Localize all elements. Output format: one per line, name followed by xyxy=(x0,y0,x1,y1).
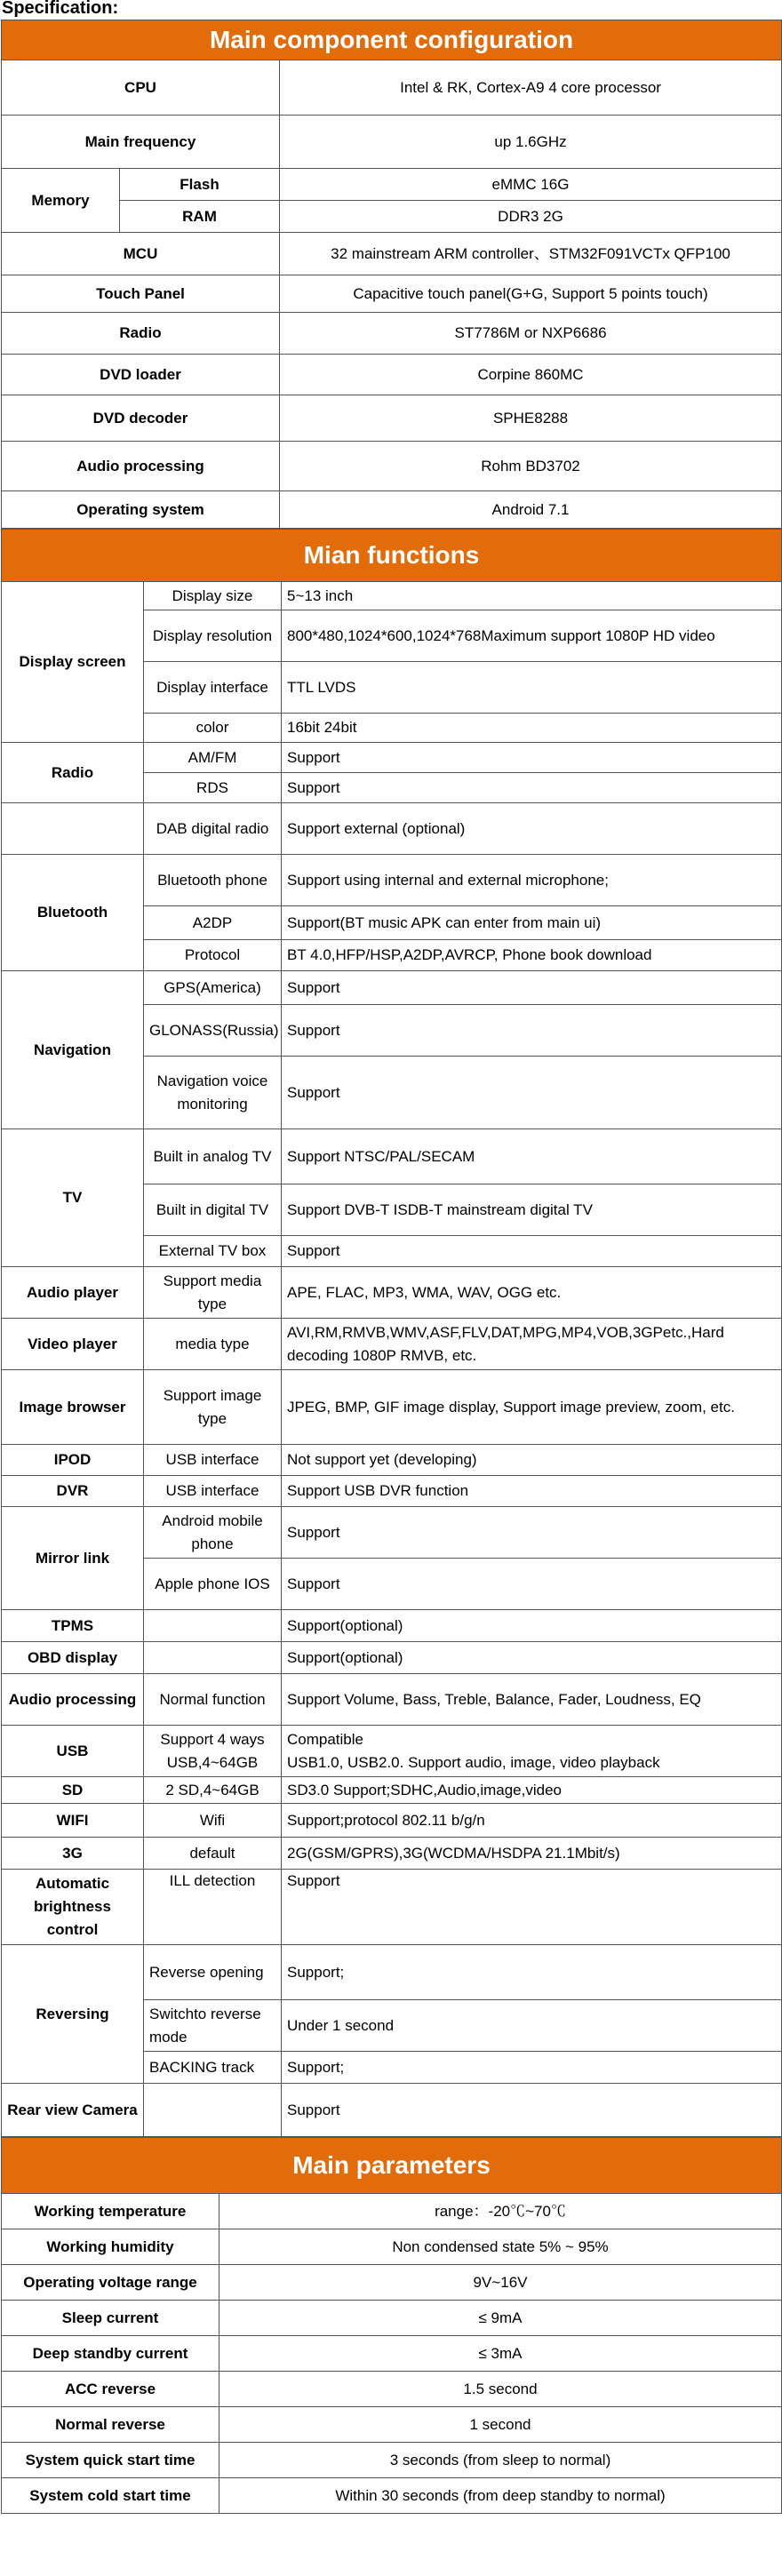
spec-value: 32 mainstream ARM controller、STM32F091VCTx QFP100 xyxy=(280,233,782,275)
feature-value: Support; xyxy=(282,2052,782,2084)
feature-value: Support xyxy=(282,1005,782,1057)
feature-item: Android mobile phone xyxy=(144,1507,282,1559)
empty-cell xyxy=(144,1610,282,1642)
spec-sublabel: Flash xyxy=(120,169,280,201)
usb-compat: Compatible xyxy=(287,1730,363,1748)
feature-value: Support xyxy=(282,743,782,773)
spec-label: Radio xyxy=(2,313,280,355)
feature-group: SD xyxy=(2,1777,144,1804)
param-label: Deep standby current xyxy=(2,2336,219,2372)
table-row xyxy=(2,1129,782,1184)
feature-group: OBD display xyxy=(2,1642,144,1674)
feature-value: Support; xyxy=(282,1945,782,2000)
spec-value: eMMC 16G xyxy=(280,169,782,201)
spec-label: Operating system xyxy=(2,491,280,529)
feature-item: AM/FM xyxy=(144,743,282,773)
table-row xyxy=(2,2372,782,2407)
feature-group: Image browser xyxy=(2,1370,144,1445)
feature-value: Support xyxy=(282,1236,782,1267)
table-row xyxy=(2,2443,782,2478)
feature-value: Not support yet (developing) xyxy=(282,1445,782,1476)
spec-value: Corpine 860MC xyxy=(280,355,782,395)
feature-item: USB interface xyxy=(144,1445,282,1476)
feature-group: DVR xyxy=(2,1476,144,1507)
spec-label: Audio processing xyxy=(2,442,280,491)
table-row xyxy=(2,971,782,1005)
feature-item: default xyxy=(144,1838,282,1870)
table-row xyxy=(2,1507,782,1559)
feature-value: Support xyxy=(282,1559,782,1610)
feature-item: Display interface xyxy=(144,662,282,714)
feature-value: SD3.0 Support;SDHC,Audio,image,video xyxy=(282,1777,782,1804)
feature-value: Support USB DVR function xyxy=(282,1476,782,1507)
feature-item: Display resolution xyxy=(144,610,282,662)
table-row xyxy=(2,2336,782,2372)
feature-item: Protocol xyxy=(144,940,282,971)
usb-support: USB1.0, USB2.0. Support audio, image, video playback xyxy=(287,1753,660,1771)
param-value: Non condensed state 5% ~ 95% xyxy=(219,2229,782,2265)
feature-value: Support xyxy=(282,773,782,803)
feature-item: A2DP xyxy=(144,906,282,940)
feature-item: color xyxy=(144,714,282,743)
param-label: Operating voltage range xyxy=(2,2265,219,2301)
feature-value: Support xyxy=(282,1057,782,1129)
config-table xyxy=(1,20,782,529)
feature-item: BACKING track xyxy=(144,2052,282,2084)
feature-group: TV xyxy=(2,1129,144,1267)
feature-value xyxy=(282,1726,782,1777)
feature-value: Under 1 second xyxy=(282,2000,782,2052)
table-row xyxy=(2,2265,782,2301)
feature-value: Support using internal and external microphone; xyxy=(282,855,782,906)
feature-value: Support;protocol 802.11 b/g/n xyxy=(282,1804,782,1838)
table-row xyxy=(2,2194,782,2229)
feature-value: Support Volume, Bass, Treble, Balance, Fader, Loudness, EQ xyxy=(282,1674,782,1726)
spec-label: MCU xyxy=(2,233,280,275)
table-row xyxy=(2,855,782,906)
spec-label: DVD decoder xyxy=(2,395,280,442)
feature-value: Support(optional) xyxy=(282,1610,782,1642)
feature-item: USB interface xyxy=(144,1476,282,1507)
table-row xyxy=(2,803,782,855)
feature-item: Reverse opening xyxy=(144,1945,282,2000)
spec-value: SPHE8288 xyxy=(280,395,782,442)
feature-item: Bluetooth phone xyxy=(144,855,282,906)
param-label: Working temperature xyxy=(2,2194,219,2229)
table-row xyxy=(2,60,782,116)
param-label: ACC reverse xyxy=(2,2372,219,2407)
table-row xyxy=(2,1370,782,1445)
feature-group: Automatic brightness control xyxy=(2,1870,144,1945)
feature-item: Support 4 ways USB,4~64GB xyxy=(144,1726,282,1777)
spec-value: Capacitive touch panel(G+G, Support 5 points touch) xyxy=(280,275,782,313)
table-row xyxy=(2,2478,782,2514)
feature-value: TTL LVDS xyxy=(282,662,782,714)
param-label: System cold start time xyxy=(2,2478,219,2514)
spec-sublabel: RAM xyxy=(120,201,280,233)
spec-label: DVD loader xyxy=(2,355,280,395)
table-row xyxy=(2,1445,782,1476)
feature-item: DAB digital radio xyxy=(144,803,282,855)
param-value: 1 second xyxy=(219,2407,782,2443)
param-value: 9V~16V xyxy=(219,2265,782,2301)
functions-table xyxy=(1,529,782,2137)
spec-label: Memory xyxy=(2,169,120,233)
param-value: 3 seconds (from sleep to normal) xyxy=(219,2443,782,2478)
feature-value: Support(BT music APK can enter from main ui) xyxy=(282,906,782,940)
param-label: Normal reverse xyxy=(2,2407,219,2443)
feature-group: TPMS xyxy=(2,1610,144,1642)
table-row xyxy=(2,2229,782,2265)
feature-group: Mirror link xyxy=(2,1507,144,1610)
feature-item: Support media type xyxy=(144,1267,282,1319)
table-row xyxy=(2,395,782,442)
feature-item: 2 SD,4~64GB xyxy=(144,1777,282,1804)
feature-item: Navigation voice monitoring xyxy=(144,1057,282,1129)
feature-group: Audio processing xyxy=(2,1674,144,1726)
table-row xyxy=(2,1777,782,1804)
feature-value: Support xyxy=(282,1507,782,1559)
section-header-params: Main parameters xyxy=(2,2138,782,2194)
feature-value: Support xyxy=(282,971,782,1005)
feature-group: USB xyxy=(2,1726,144,1777)
table-row xyxy=(2,1674,782,1726)
table-row xyxy=(2,1476,782,1507)
table-row xyxy=(2,743,782,773)
params-table xyxy=(1,2137,782,2514)
feature-group: Radio xyxy=(2,743,144,803)
feature-group: Rear view Camera xyxy=(2,2084,144,2137)
param-label: System quick start time xyxy=(2,2443,219,2478)
spec-value: DDR3 2G xyxy=(280,201,782,233)
table-row xyxy=(2,2407,782,2443)
feature-value: 16bit 24bit xyxy=(282,714,782,743)
feature-item: RDS xyxy=(144,773,282,803)
table-row xyxy=(2,169,782,201)
feature-group: Navigation xyxy=(2,971,144,1129)
feature-value: Support xyxy=(282,2084,782,2137)
param-value: 1.5 second xyxy=(219,2372,782,2407)
empty-cell xyxy=(144,1642,282,1674)
feature-group: WIFI xyxy=(2,1804,144,1838)
feature-item: Display size xyxy=(144,582,282,610)
feature-item: media type xyxy=(144,1319,282,1370)
param-value: ≤ 3mA xyxy=(219,2336,782,2372)
feature-item: ILL detection xyxy=(144,1870,282,1945)
table-row xyxy=(2,233,782,275)
spec-value: Rohm BD3702 xyxy=(280,442,782,491)
empty-cell xyxy=(144,2084,282,2137)
feature-value: Support NTSC/PAL/SECAM xyxy=(282,1129,782,1184)
feature-value: Support DVB-T ISDB-T mainstream digital TV xyxy=(282,1184,782,1236)
feature-value: AVI,RM,RMVB,WMV,ASF,FLV,DAT,MPG,MP4,VOB,3GPetc.,Hard decoding 1080P RMVB, etc. xyxy=(282,1319,782,1370)
feature-group: IPOD xyxy=(2,1445,144,1476)
feature-group: Reversing xyxy=(2,1945,144,2084)
feature-item: GLONASS(Russia) xyxy=(144,1005,282,1057)
feature-item: Built in digital TV xyxy=(144,1184,282,1236)
table-row xyxy=(2,1804,782,1838)
feature-item: Apple phone IOS xyxy=(144,1559,282,1610)
feature-value: JPEG, BMP, GIF image display, Support image preview, zoom, etc. xyxy=(282,1370,782,1445)
table-row xyxy=(2,1945,782,2000)
section-header-functions: Mian functions xyxy=(2,530,782,582)
spec-value: up 1.6GHz xyxy=(280,116,782,169)
param-value: ≤ 9mA xyxy=(219,2301,782,2336)
spec-label: Touch Panel xyxy=(2,275,280,313)
param-label: Sleep current xyxy=(2,2301,219,2336)
feature-value: 800*480,1024*600,1024*768Maximum support 1080P HD video xyxy=(282,610,782,662)
feature-item: Normal function xyxy=(144,1674,282,1726)
param-label: Working humidity xyxy=(2,2229,219,2265)
feature-value: Support external (optional) xyxy=(282,803,782,855)
table-row xyxy=(2,582,782,610)
feature-value: 2G(GSM/GPRS),3G(WCDMA/HSDPA 21.1Mbit/s) xyxy=(282,1838,782,1870)
feature-value: Support xyxy=(282,1870,782,1945)
table-row xyxy=(2,1870,782,1945)
feature-item: Wifi xyxy=(144,1804,282,1838)
table-row xyxy=(2,1838,782,1870)
section-header-config: Main component configuration xyxy=(2,20,782,60)
table-row xyxy=(2,1726,782,1777)
table-row xyxy=(2,313,782,355)
feature-value: BT 4.0,HFP/HSP,A2DP,AVRCP, Phone book download xyxy=(282,940,782,971)
feature-group: Display screen xyxy=(2,582,144,743)
table-row xyxy=(2,116,782,169)
feature-item: Support image type xyxy=(144,1370,282,1445)
feature-item: GPS(America) xyxy=(144,971,282,1005)
spec-label: CPU xyxy=(2,60,280,116)
feature-value: 5~13 inch xyxy=(282,582,782,610)
table-row xyxy=(2,275,782,313)
spec-label: Main frequency xyxy=(2,116,280,169)
feature-group: Audio player xyxy=(2,1267,144,1319)
page-title: Specification: xyxy=(2,0,119,18)
table-row xyxy=(2,491,782,529)
table-row xyxy=(2,1610,782,1642)
feature-group: Bluetooth xyxy=(2,855,144,971)
table-row xyxy=(2,442,782,491)
spec-value: Intel & RK, Cortex-A9 4 core processor xyxy=(280,60,782,116)
param-value: Within 30 seconds (from deep standby to normal) xyxy=(219,2478,782,2514)
table-row xyxy=(2,1642,782,1674)
feature-item: External TV box xyxy=(144,1236,282,1267)
feature-group: Video player xyxy=(2,1319,144,1370)
feature-group: 3G xyxy=(2,1838,144,1870)
table-row xyxy=(2,1319,782,1370)
spec-value: Android 7.1 xyxy=(280,491,782,529)
feature-value: APE, FLAC, MP3, WMA, WAV, OGG etc. xyxy=(282,1267,782,1319)
table-row xyxy=(2,2301,782,2336)
empty-cell xyxy=(2,803,144,855)
table-row xyxy=(2,1267,782,1319)
table-row xyxy=(2,2084,782,2137)
feature-item: Switchto reverse mode xyxy=(144,2000,282,2052)
feature-item: Built in analog TV xyxy=(144,1129,282,1184)
table-row xyxy=(2,355,782,395)
spec-value: ST7786M or NXP6686 xyxy=(280,313,782,355)
param-value: range：-20℃~70℃ xyxy=(219,2194,782,2229)
feature-value: Support(optional) xyxy=(282,1642,782,1674)
